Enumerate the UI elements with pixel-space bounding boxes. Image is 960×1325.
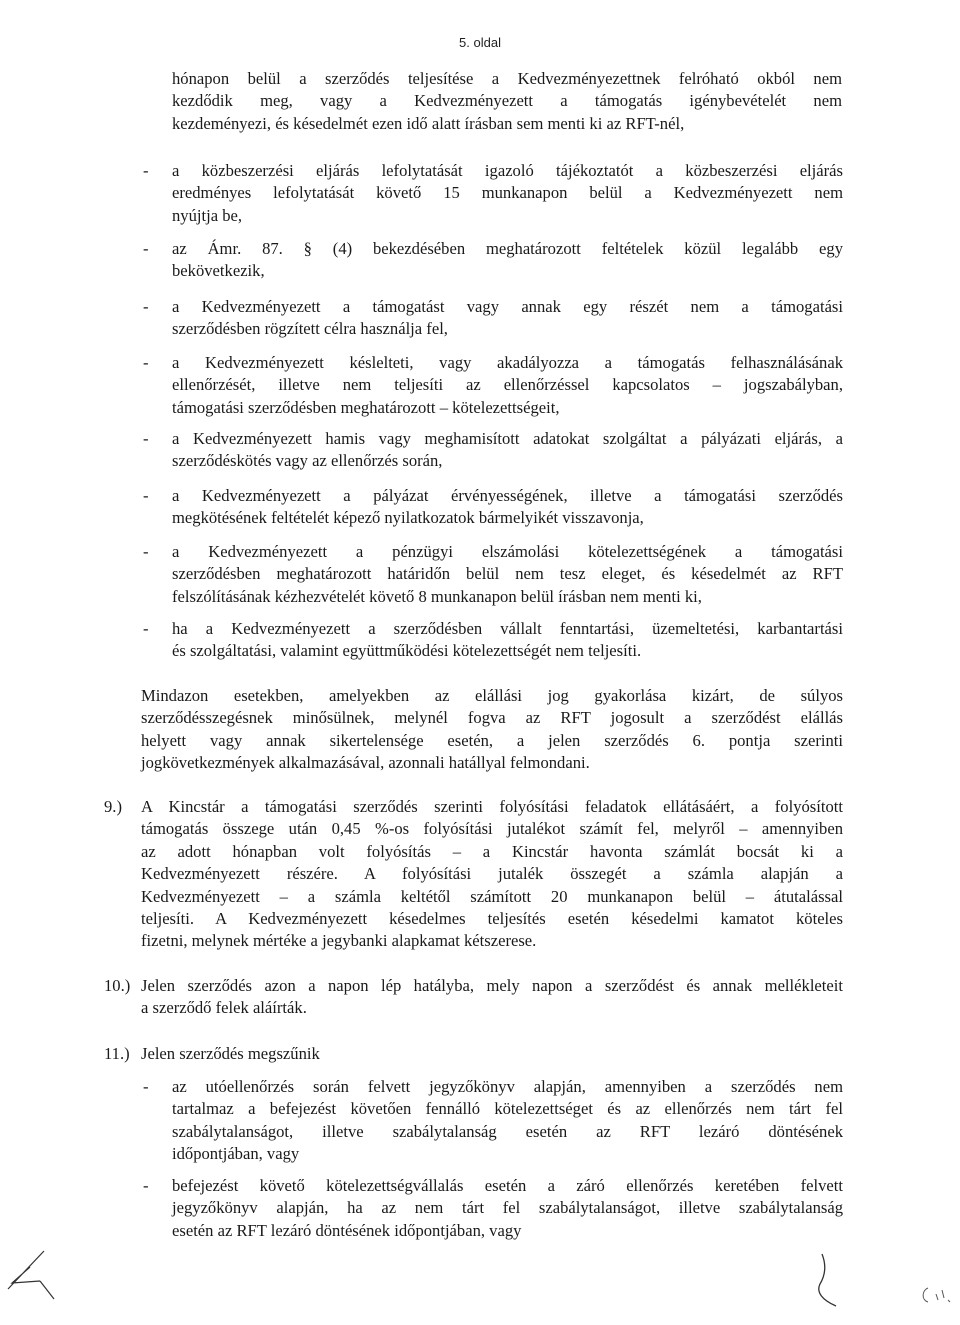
text-line: a szerződő felek aláírták. [141, 998, 307, 1018]
text-line: Kedvezményezett – a számla keltétől számított 20 munkanapon belül – átutalással [141, 886, 843, 906]
text-line: szerződésszegésnek minősülnek, melynél fogva az RFT jogosult a szerződést elállás [141, 708, 843, 728]
text-line: Mindazon esetekben, amelyekben az elállási jog gyakorlása kizárt, de súlyos [141, 686, 843, 705]
text-line: szerződéskötés vagy az ellenőrzés során, [172, 451, 443, 471]
dash-marker: - [143, 486, 149, 505]
text-line: szabálytalanságot, illetve szabálytalanság esetén az RFT lezáró döntésének [172, 1121, 843, 1141]
text-line: a Kedvezményezett a pályázat érvényességének, illetve a támogatási szerződés [172, 486, 843, 505]
dash-marker: - [143, 1176, 149, 1195]
text-line: bekövetkezik, [172, 261, 265, 281]
dash-marker: - [143, 297, 149, 316]
text-line: ha a Kedvezményezett a szerződésben vállalt fenntartási, üzemeltetési, karbantartási [172, 619, 843, 638]
section-number: 9.) [104, 797, 122, 816]
text-line: helyett vagy annak sikertelensége esetén, a jelen szerződés 6. pontja szerinti [141, 730, 843, 750]
text-line: fizetni, melynek mértéke a jegybanki alapkamat kétszerese. [141, 931, 537, 951]
text-line: hónapon belül a szerződés teljesítése a Kedvezményezettnek felróható okból nem [172, 69, 842, 88]
text-line: Kedvezményezett részére. A folyósítási jutalék összegét a számla alapján a [141, 864, 843, 884]
dash-marker: - [143, 1077, 149, 1096]
text-line: a közbeszerzési eljárás lefolytatását igazoló tájékoztatót a közbeszerzési eljárás [172, 161, 843, 180]
text-line: befejezést követő kötelezettségvállalás esetén a záró ellenőrzés keretében felvett [172, 1176, 843, 1195]
text-line: és szolgáltatási, valamint együttműködési kötelezettségét nem teljesíti. [172, 641, 642, 661]
dash-marker: - [143, 429, 149, 448]
page-header: 5. oldal [459, 35, 501, 50]
dash-marker: - [143, 161, 149, 180]
text-line: Jelen szerződés azon a napon lép hatályba, mely napon a szerződést és annak mellékleteit [141, 976, 843, 995]
dash-marker: - [143, 619, 149, 638]
section-9-text [141, 796, 843, 953]
text-line: az adott hónapban volt folyósítás – a Kincstár havonta számlát bocsát ki a [141, 841, 843, 861]
text-line: szerződésben rögzített célra használja fel, [172, 319, 448, 339]
text-line: az Ámr. 87. § (4) bekezdésében meghatározott feltételek közül legalább egy [172, 239, 843, 258]
text-line: a Kedvezményezett hamis vagy meghamisított adatokat szolgáltat a pályázati eljárás, a [172, 429, 843, 448]
section-10-text [141, 975, 843, 1020]
text-line: a Kedvezményezett a pénzügyi elszámolási kötelezettségének a támogatási [172, 542, 843, 561]
text-line: az utóellenőrzés során felvett jegyzőkönyv alapján, amennyiben a szerződés nem [172, 1077, 843, 1096]
text-line: jogkövetkezmények alkalmazásával, azonnali hatállyal felmondani. [141, 753, 590, 773]
initials-signature-right [812, 1250, 852, 1312]
text-line: Jelen szerződés megszűnik [141, 1044, 320, 1063]
section-11-text [141, 1043, 843, 1065]
text-line: jegyzőkönyv alapján, ha az nem tárt fel szabálytalanságot, illetve szabálytalanság [172, 1198, 843, 1218]
margin-mark [918, 1282, 956, 1310]
text-line: tartalmaz a befejezést követően fennálló kötelezettséget és az ellenőrzés nem tárt fel [172, 1099, 843, 1119]
text-line: megkötésének feltételét képező nyilatkozatok bármelyikét visszavonja, [172, 508, 644, 528]
text-line: a Kedvezményezett késlelteti, vagy akadályozza a támogatás felhasználásának [172, 353, 843, 372]
dash-marker: - [143, 353, 149, 372]
text-line: esetén az RFT lezáró döntésének időpontjában, vagy [172, 1220, 522, 1240]
text-line: A Kincstár a támogatási szerződés szerinti folyósítási feladatok ellátásáért, a folyósított [141, 797, 843, 816]
text-line: a Kedvezményezett a támogatást vagy annak egy részét nem a támogatási [172, 297, 843, 316]
text-line: ellenőrzését, illetve nem teljesíti az ellenőrzéssel kapcsolatos – jogszabályban, [172, 375, 843, 395]
intro-paragraph [172, 68, 842, 135]
text-line: támogatási szerződésben meghatározott – kötelezettségeit, [172, 397, 560, 417]
text-line: nyújtja be, [172, 205, 243, 225]
section-number: 11.) [104, 1044, 130, 1063]
text-line: időpontjában, vagy [172, 1144, 300, 1164]
text-line: felszólításának kézhezvételét követő 8 munkanapon belül írásban nem menti ki, [172, 586, 702, 606]
dash-marker: - [143, 542, 149, 561]
dash-marker: - [143, 239, 149, 258]
text-line: kezdődik meg, vagy a Kedvezményezett a támogatás igénybevételét nem [172, 91, 842, 111]
summary-paragraph [141, 685, 843, 775]
section-number: 10.) [104, 976, 131, 995]
text-line: szerződésben meghatározott határidőn belül nem tesz eleget, és késedelmét az RFT [172, 564, 843, 584]
text-line: eredményes lefolytatását követő 15 munkanapon belül a Kedvezményezett nem [172, 183, 843, 203]
text-line: támogatás összege után 0,45 %-os folyósítási jutalékot számít fel, melyről – amennyiben [141, 819, 843, 839]
initials-signature-left [0, 1245, 70, 1305]
text-line: teljesíti. A Kedvezményezett késedelmes teljesítés esetén késedelmi kamatot köteles [141, 909, 843, 929]
text-line: kezdeményezi, és késedelmét ezen idő alatt írásban sem menti ki az RFT-nél, [172, 113, 685, 133]
